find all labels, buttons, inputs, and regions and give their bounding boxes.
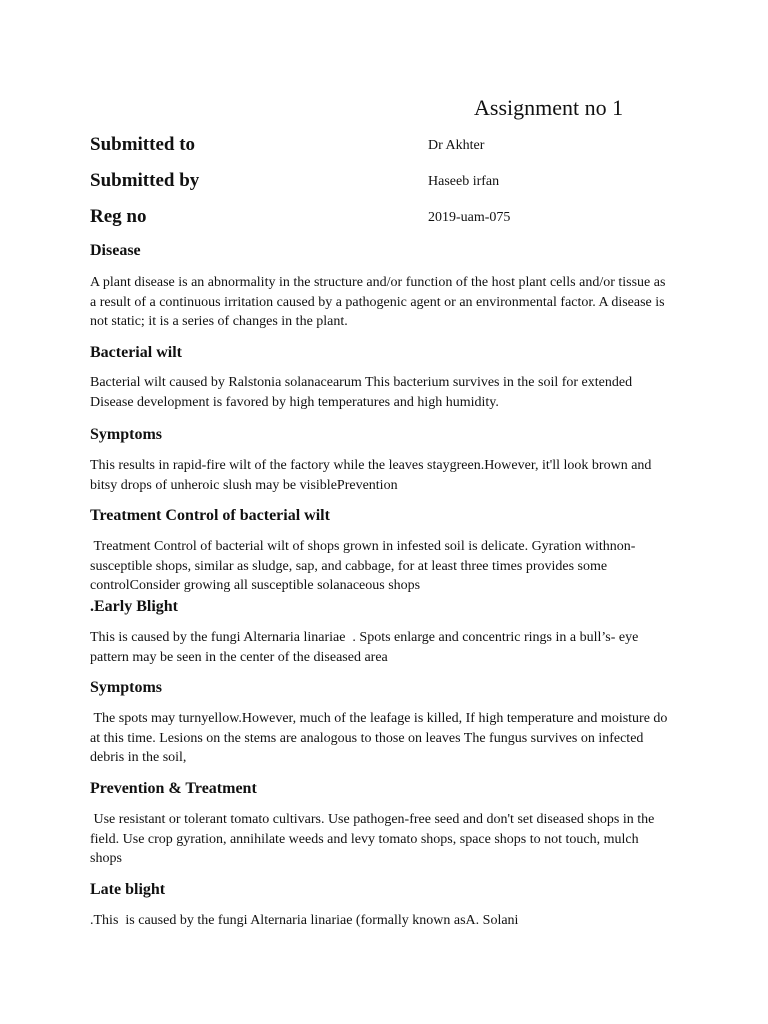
section-text-late-blight: .This is caused by the fungi Alternaria linariae (formally known asA. Solani: [90, 913, 519, 928]
submitted-to-label: Submitted to: [90, 134, 196, 155]
section-heading-late-blight: Late blight: [90, 881, 166, 898]
section-text-prevention-treatment: Use resistant or tolerant tomato cultivars. Use pathogen-free seed and don't set diseased shops in the field. Use crop gyration, annihilate weeds and levy tomato shops, space shops to not touch, mulch shops: [90, 812, 658, 866]
section-text-treatment-control: Treatment Control of bacterial wilt of shops grown in infested soil is delicate. Gyration withnon-susceptible shops, similar as sludge, sap, and cabbage, for at least three times provides some controlConsider growing all susceptible solanaceous shops: [90, 539, 636, 593]
section-text-symptoms: This results in rapid-fire wilt of the factory while the leaves staygreen.However, it'll look brown and bitsy drops of unheroic slush may be visiblePrevention: [90, 458, 655, 493]
submitted-by-value: Haseeb irfan: [428, 174, 500, 189]
assignment-title: Assignment no 1: [474, 95, 624, 120]
submitted-by-label: Submitted by: [90, 170, 200, 191]
section-text-bacterial-wilt: Bacterial wilt caused by Ralstonia solanacearum This bacterium survives in the soil for extended Disease development is favored by high temperatures and high humidity.: [90, 375, 636, 410]
section-heading-prevention-treatment: Prevention & Treatment: [90, 780, 257, 797]
section-heading-symptoms-2: Symptoms: [90, 679, 163, 696]
section-heading-early-blight: .Early Blight: [90, 598, 179, 615]
section-text-disease: A plant disease is an abnormality in the structure and/or function of the host plant cells and/or tissue as a result of a continuous irritation caused by a pathogenic agent or an environmental factor. A disease is not static; it is a series of changes in the plant.: [90, 275, 669, 329]
section-heading-treatment-control: Treatment Control of bacterial wilt: [90, 507, 330, 524]
submitted-to-row: [0, 132, 768, 162]
reg-no-label: Reg no: [90, 206, 147, 227]
reg-no-value: 2019-uam-075: [428, 210, 511, 225]
reg-no-row: [0, 204, 768, 234]
section-heading-disease: Disease: [90, 242, 141, 259]
submitted-to-value: Dr Akhter: [428, 138, 485, 153]
section-text-early-blight: This is caused by the fungi Alternaria linariae . Spots enlarge and concentric rings in a bull’s- eye pattern may be seen in the center of the diseased area: [90, 630, 642, 665]
section-text-symptoms-2: The spots may turnyellow.However, much of the leafage is killed, If high temperature and moisture do at this time. Lesions on the stems are analogous to those on leaves The fungus survives on infected debris in the soil,: [90, 711, 671, 765]
submitted-by-row: [0, 168, 768, 198]
section-heading-bacterial-wilt: Bacterial wilt: [90, 344, 182, 361]
section-heading-symptoms: Symptoms: [90, 426, 163, 443]
